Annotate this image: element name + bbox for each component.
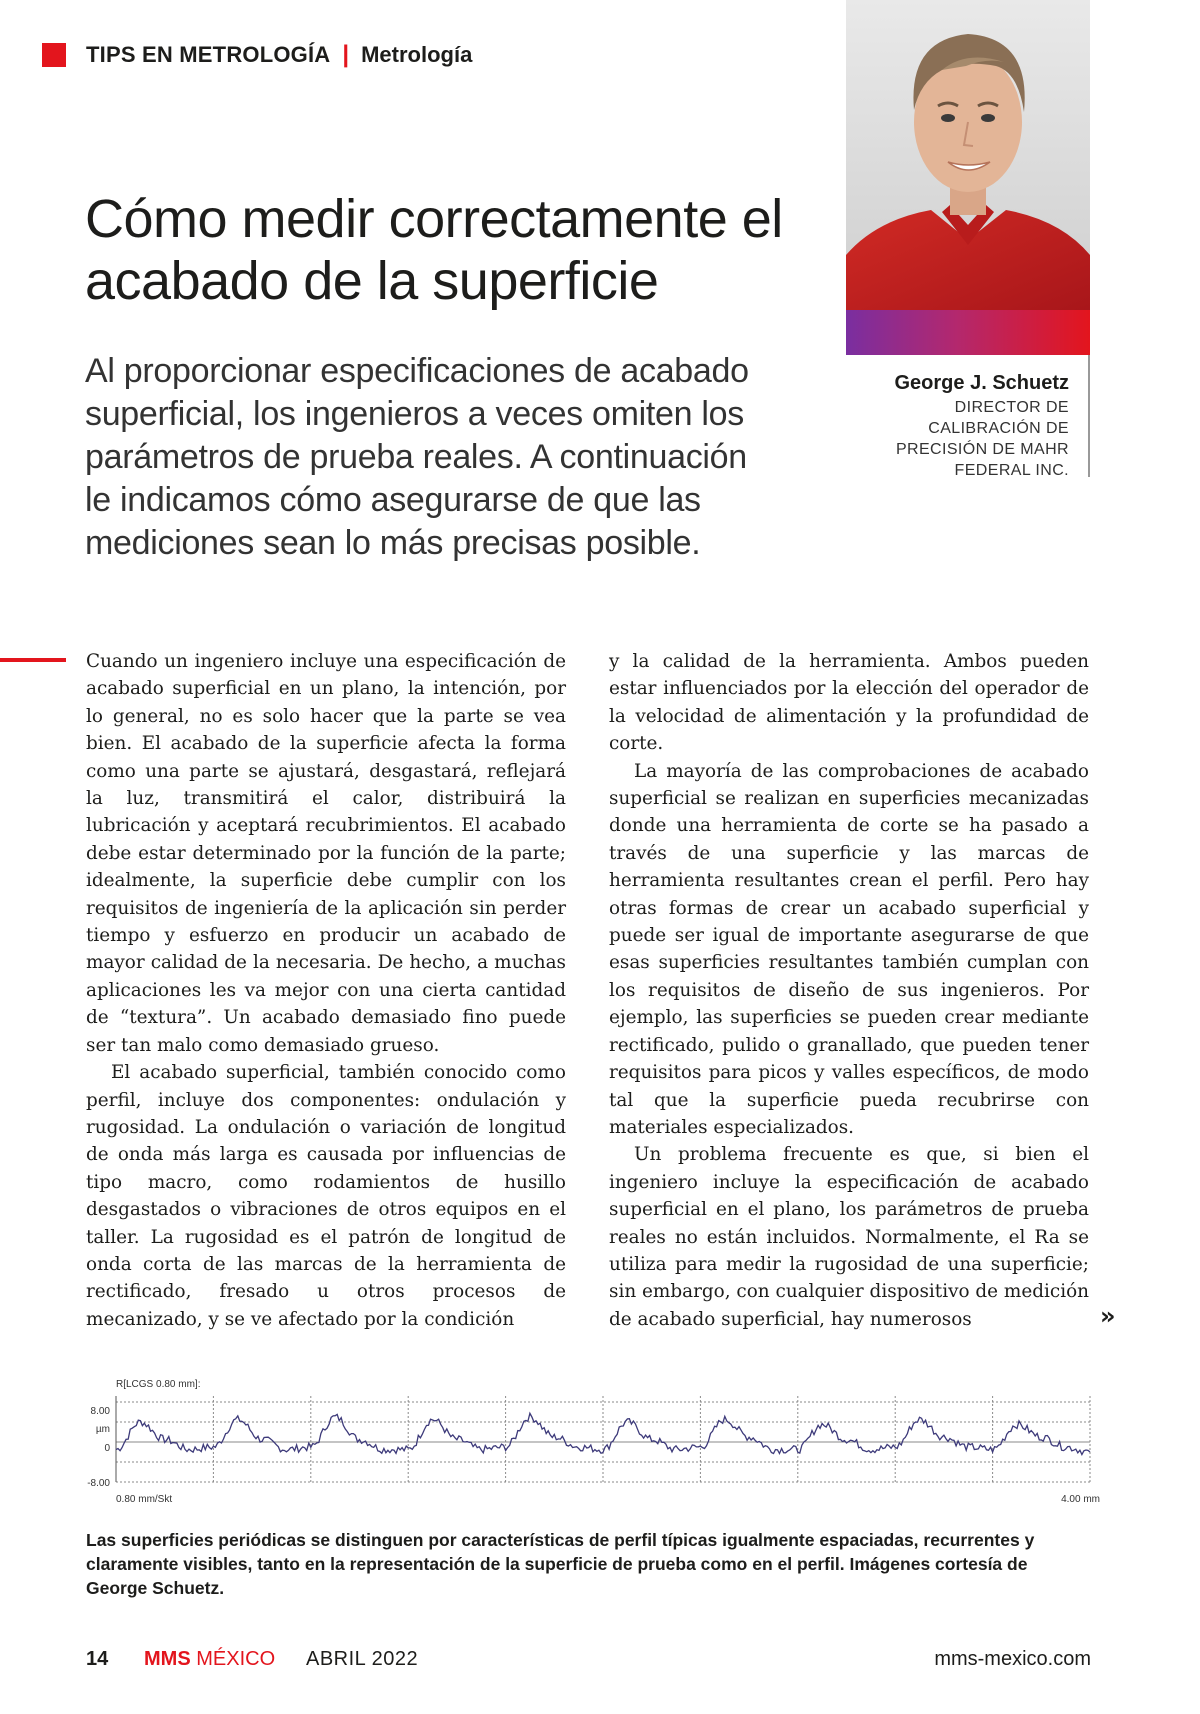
author-photo	[846, 0, 1090, 310]
body-paragraph: Cuando un ingeniero incluye una especificación de acabado superficial en un plano, la intención, por lo general, no es solo hacer que la parte se vea bien. El acabado de la superficie afecta la forma como una parte se ajustará, desgastará, reflejará la luz, transmitirá el calor, distribuirá la lubricación y aceptará recubrimientos. El acabado debe estar determinado por la función de la parte; idealmente, la superficie debe cumplir con los requisitos de ingeniería de la aplicación sin perder tiempo y esfuerzo en producir un acabado de mayor calidad de la necesaria. De hecho, a muchas aplicaciones les va mejor con una cierta cantidad de “textura”. Un acabado demasiado fino puede ser tan malo como demasiado grueso.	[86, 651, 566, 1056]
chart-grid	[116, 1396, 1090, 1482]
website-url: mms-mexico.com	[934, 1648, 1091, 1670]
photo-color-band	[846, 310, 1090, 355]
article-title: Cómo medir correctamente el acabado de la superficie	[85, 189, 783, 311]
author-role-line: DIRECTOR DE	[954, 399, 1069, 416]
byline-divider	[1088, 355, 1090, 477]
page-number: 14	[86, 1648, 109, 1670]
brand-rest: MÉXICO	[196, 1648, 276, 1670]
body-column-right	[609, 648, 1089, 1333]
author-byline	[895, 372, 1070, 481]
author-role-line: PRECISIÓN DE MAHR	[895, 441, 1069, 458]
section-separator: |	[342, 41, 350, 68]
brand-bold: MMS	[144, 1648, 191, 1670]
body-column-left	[86, 648, 566, 1333]
continue-arrow-icon: »	[1100, 1302, 1116, 1330]
body-start-rule	[0, 658, 66, 662]
author-portrait	[846, 0, 1090, 310]
body-paragraph: La mayoría de las comprobaciones de acabado superficial se realizan en superficies mecanizadas donde una herramienta de corte se ha pasado a través de una superficie y las marcas de herramienta resultantes crean el perfil. Pero hay otras formas de crear un acabado superficial y puede ser igual de importante asegurarse de que esas superficies resultantes también cumplan con los requisitos de diseño de sus ingenieros. Por ejemplo, las superficies se pueden crear mediante rectificado, pulido o granallado, que pueden tener requisitos para picos y valles específicos, de modo tal que la superficie pueda recubrirse con materiales especializados.	[609, 760, 1089, 1138]
body-paragraph: El acabado superficial, también conocido como perfil, incluye dos componentes: ondulación y rugosidad. La ondulación o variación de longitud de onda más larga es causada por influencias de tipo macro, como rodamientos de husillo desgastados o vibraciones de otros equipos en el taller. La rugosidad es el patrón de longitud de onda corta de las marcas de la herramienta de rectificado, fresado u otros procesos de mecanizado, y se ve afectado por la condición	[86, 1062, 566, 1330]
body-paragraph: Un problema frecuente es que, si bien el ingeniero incluye la especificación de acabado superficial en el plano, los parámetros de prueba reales no están incluidos. Normalmente, el Ra se utiliza para medir la rugosidad de una superficie; sin embargo, con cualquier dispositivo de medición de acabado superficial, hay numerosos	[609, 1144, 1089, 1330]
author-role-line: CALIBRACIÓN DE	[928, 420, 1069, 437]
section-marker	[42, 43, 66, 67]
y-tick-label: 8.00	[90, 1406, 110, 1417]
x-tick-label: 0.80 mm/Skt	[116, 1494, 173, 1505]
surface-profile-chart	[80, 1370, 1100, 1510]
subsection-label: Metrología	[361, 42, 473, 67]
article-dek: Al proporcionar especificaciones de acabado superficial, los ingenieros a veces omiten los parámetros de prueba reales. A continuación le indicamos cómo asegurarse de que las mediciones sean lo más precisas posible.	[85, 352, 749, 562]
body-paragraph: y la calidad de la herramienta. Ambos pueden estar influenciados por la elección del operador de la velocidad de alimentación y la profundidad de corte.	[609, 651, 1089, 755]
author-name: George J. Schuetz	[894, 372, 1069, 394]
section-header	[42, 42, 472, 68]
page-footer	[86, 1648, 1091, 1674]
y-tick-label: 0	[104, 1443, 110, 1454]
figure-caption: Las superficies periódicas se distinguen por características de perfil típicas igualmente espaciadas, recurrentes y claramente visibles, tanto en la representación de la superficie de prueba como en el perfil. Imágenes cortesía de George Schuetz.	[86, 1530, 1035, 1598]
x-tick-label: 4.00 mm	[1061, 1494, 1100, 1505]
author-role-line: FEDERAL INC.	[954, 462, 1069, 479]
publication-brand	[144, 1648, 275, 1671]
issue-date: ABRIL 2022	[306, 1648, 419, 1670]
chart-title: R[LCGS 0.80 mm]:	[116, 1379, 201, 1390]
section-label: TIPS EN METROLOGÍA	[86, 42, 331, 67]
y-axis-unit: µm	[95, 1424, 110, 1435]
y-tick-label: -8.00	[87, 1478, 110, 1489]
